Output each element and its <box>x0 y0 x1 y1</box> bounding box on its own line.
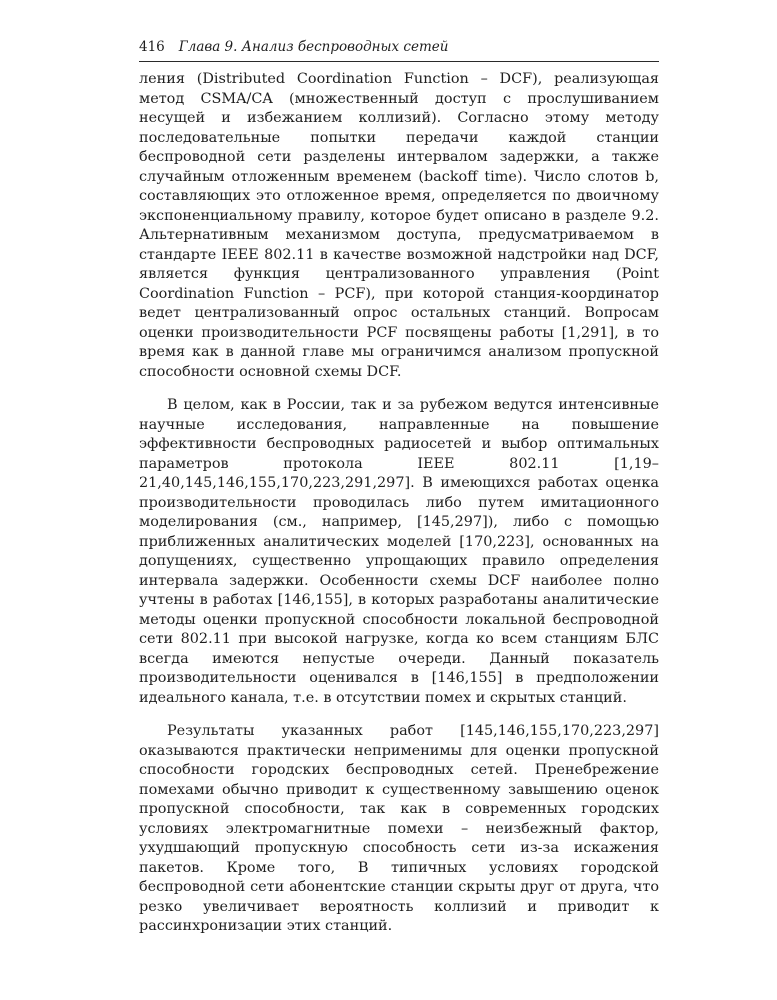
running-header <box>139 38 659 62</box>
paragraph-2: В целом, как в России, так и за рубежом ведутся интенсивные научные исследования, направленные на повышение эффективности беспроводных радиосетей и выбор оптимальных параметров протокола IEEE 802.11 [1,19–21,40,145,146,155,170,223,291,297]. В имеющихся работах оценка производительности проводилась либо путем имитационного моделирования (см., например, [145,297]), либо с помощью приближенных аналитических моделей [170,223], основанных на допущениях, существенно упрощающих правило определения интервала задержки. Особенности схемы DCF наиболее полно учтены в работах [146,155], в которых разработаны аналитические методы оценки пропускной способности локальной беспроводной сети 802.11 при высокой нагрузке, когда ко всем станциям БЛС всегда имеются непустые очереди. Данный показатель производительности оценивался в [146,155] в предположении идеального канала, т.е. в отсутствии помех и скрытых станций. <box>139 397 659 706</box>
paragraph-1: ления (Distributed Coordination Function – DCF), реализующая метод CSMA/CA (множественный доступ с прослушиванием несущей и избежанием коллизий). Согласно этому методу последовательные попытки передачи каждой станции беспроводной сети разделены интервалом задержки, а также случайным отложенным временем (backoff time). Число слотов b, составляющих это отложенное время, определяется по двоичному экспоненциальному правилу, которое будет описано в разделе 9.2. Альтернативным механизмом доступа, предусматриваемом в стандарте IEEE 802.11 в качестве возможной надстройки над DCF, является функция централизованного управления (Point Coordination Function – PCF), при которой станция-координатор ведет централизованный опрос остальных станций. Вопросам оценки производительности PCF посвящены работы [1,291], в то время как в данной главе мы ограничимся анализом пропускной способности основной схемы DCF. <box>139 71 659 380</box>
paragraph-3: Результаты указанных работ [145,146,155,170,223,297] оказываются практически неприменимы для оценки пропускной способности городских беспроводных сетей. Пренебрежение помехами обычно приводит к существенному завышению оценок пропускной способности, так как в современных городских условиях электромагнитные помехи – неизбежный фактор, ухудшающий пропускную способность сети из-за искажения пакетов. Кроме того, В типичных условиях городской беспроводной сети абонентские станции скрыты друг от друга, что резко увеличивает вероятность коллизий и приводит к рассинхронизации этих станций. <box>139 723 659 934</box>
page-number: 416 <box>139 39 165 55</box>
body-text <box>139 70 659 937</box>
book-page <box>139 38 659 978</box>
header-rule <box>139 61 659 62</box>
chapter-title: Глава 9. Анализ беспроводных сетей <box>178 39 449 55</box>
